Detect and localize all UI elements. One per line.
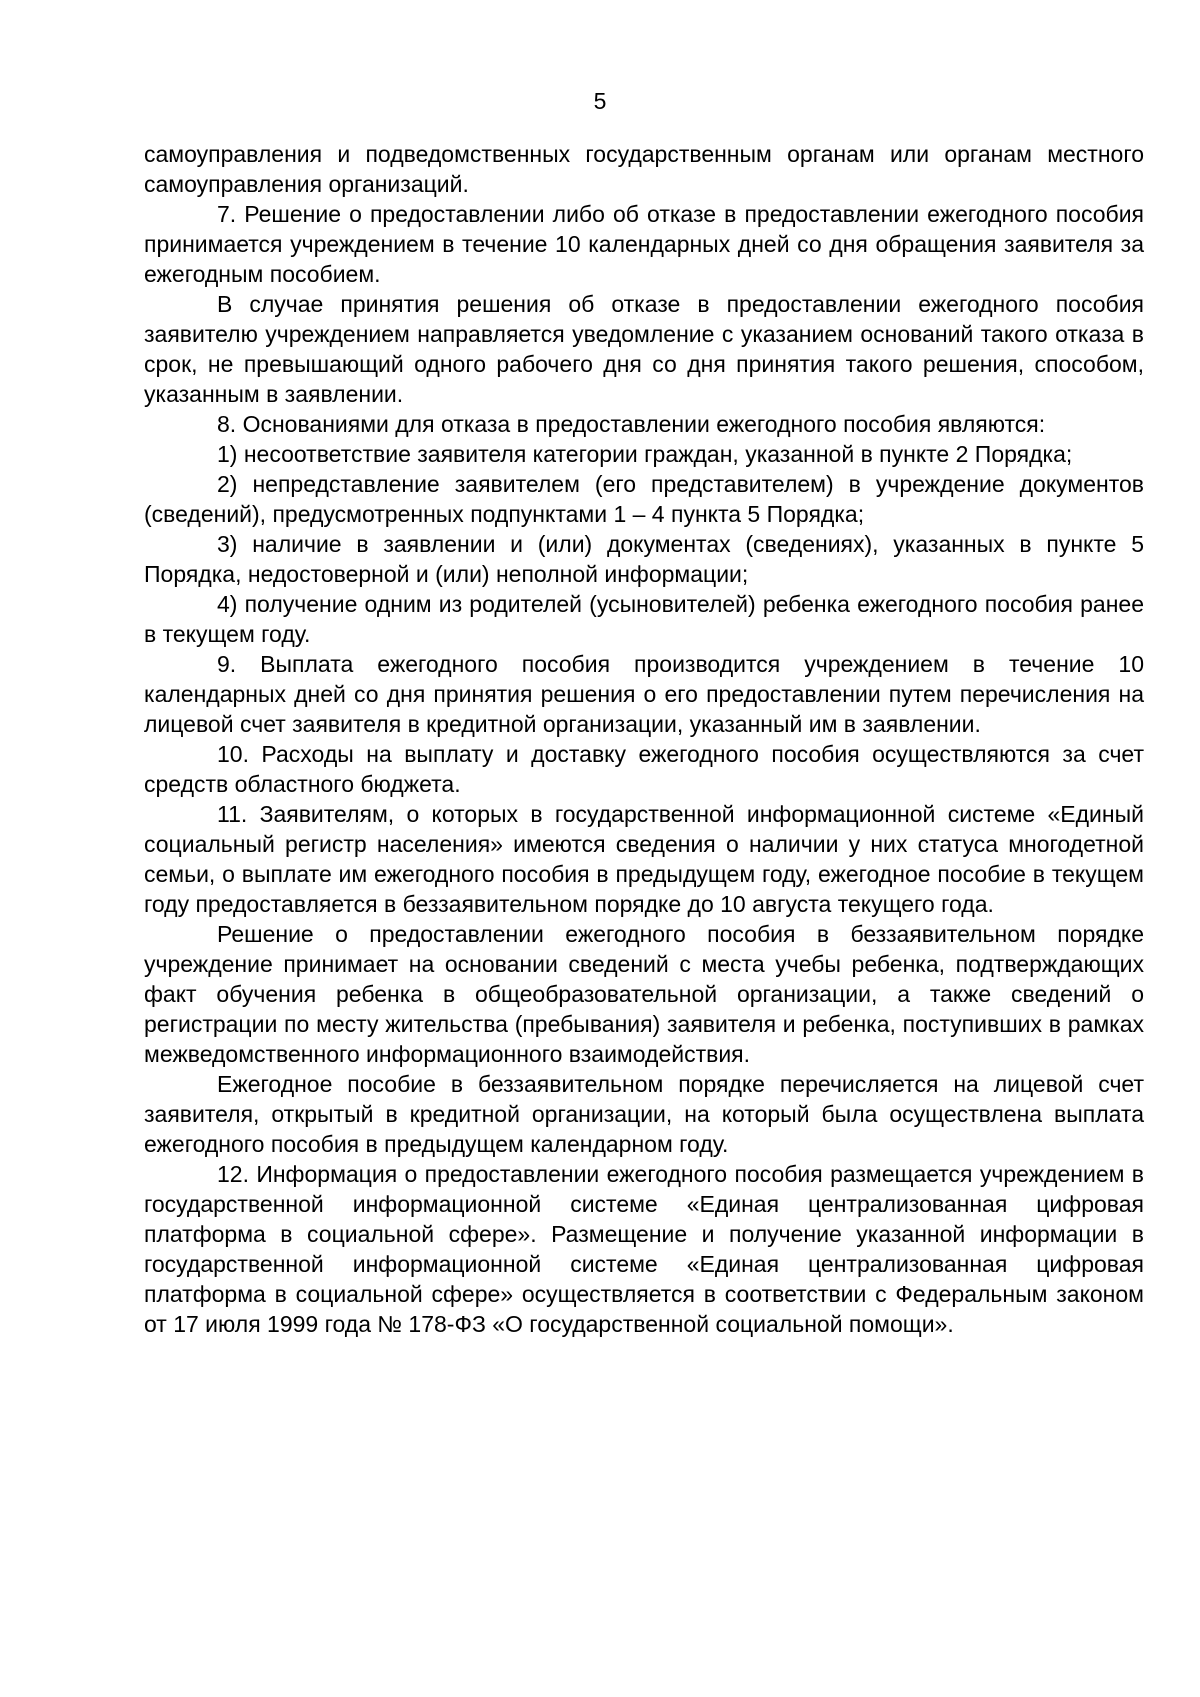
paragraph-1: самоуправления и подведомственных государственным органам или органам местного самоуправления организаций. [144, 141, 1144, 197]
page-number: 5 [593, 88, 607, 114]
paragraph-4: 8. Основаниями для отказа в предоставлении ежегодного пособия являются: [217, 411, 1046, 437]
paragraph-2: 7. Решение о предоставлении либо об отказе в предоставлении ежегодного пособия принимается учреждением в течение 10 календарных дней со дня обращения заявителя за ежегодным пособием. [144, 201, 1144, 287]
paragraph-11: 11. Заявителям, о которых в государственной информационной системе «Единый социальный регистр населения» имеются сведения о наличии у них статуса многодетной семьи, о выплате им ежегодного пособия в предыдущем году, ежегодное пособие в текущем году предоставляется в беззаявительном порядке до 10 августа текущего года. [144, 801, 1144, 917]
paragraph-3: В случае принятия решения об отказе в предоставлении ежегодного пособия заявителю учреждением направляется уведомление с указанием оснований такого отказа в срок, не превышающий одного рабочего дня со дня принятия такого решения, способом, указанным в заявлении. [144, 291, 1144, 407]
document-body [144, 139, 1144, 1339]
paragraph-6: 2) непредставление заявителем (его представителем) в учреждение документов (сведений), предусмотренных подпунктами 1 – 4 пункта 5 Порядка; [144, 471, 1144, 527]
paragraph-7: 3) наличие в заявлении и (или) документах (сведениях), указанных в пункте 5 Порядка, недостоверной и (или) неполной информации; [144, 531, 1144, 587]
paragraph-9: 9. Выплата ежегодного пособия производится учреждением в течение 10 календарных дней со дня принятия решения о его предоставлении путем перечисления на лицевой счет заявителя в кредитной организации, указанный им в заявлении. [144, 651, 1144, 737]
paragraph-14: 12. Информация о предоставлении ежегодного пособия размещается учреждением в государственной информационной системе «Единая централизованная цифровая платформа в социальной сфере». Размещение и получение указанной информации в государственной информационной системе «Единая централизованная цифровая платформа в социальной сфере» осуществляется в соответствии с Федеральным законом от 17 июля 1999 года № 178-ФЗ «О государственной социальной помощи». [144, 1161, 1144, 1337]
paragraph-8: 4) получение одним из родителей (усыновителей) ребенка ежегодного пособия ранее в текущем году. [144, 591, 1144, 647]
paragraph-12: Решение о предоставлении ежегодного пособия в беззаявительном порядке учреждение принимает на основании сведений с места учебы ребенка, подтверждающих факт обучения ребенка в общеобразовательной организации, а также сведений о регистрации по месту жительства (пребывания) заявителя и ребенка, поступивших в рамках межведомственного информационного взаимодействия. [144, 921, 1144, 1067]
paragraph-5: 1) несоответствие заявителя категории граждан, указанной в пункте 2 Порядка; [217, 441, 1073, 467]
paragraph-10: 10. Расходы на выплату и доставку ежегодного пособия осуществляются за счет средств областного бюджета. [144, 741, 1144, 797]
paragraph-13: Ежегодное пособие в беззаявительном порядке перечисляется на лицевой счет заявителя, открытый в кредитной организации, на который была осуществлена выплата ежегодного пособия в предыдущем календарном году. [144, 1071, 1144, 1157]
